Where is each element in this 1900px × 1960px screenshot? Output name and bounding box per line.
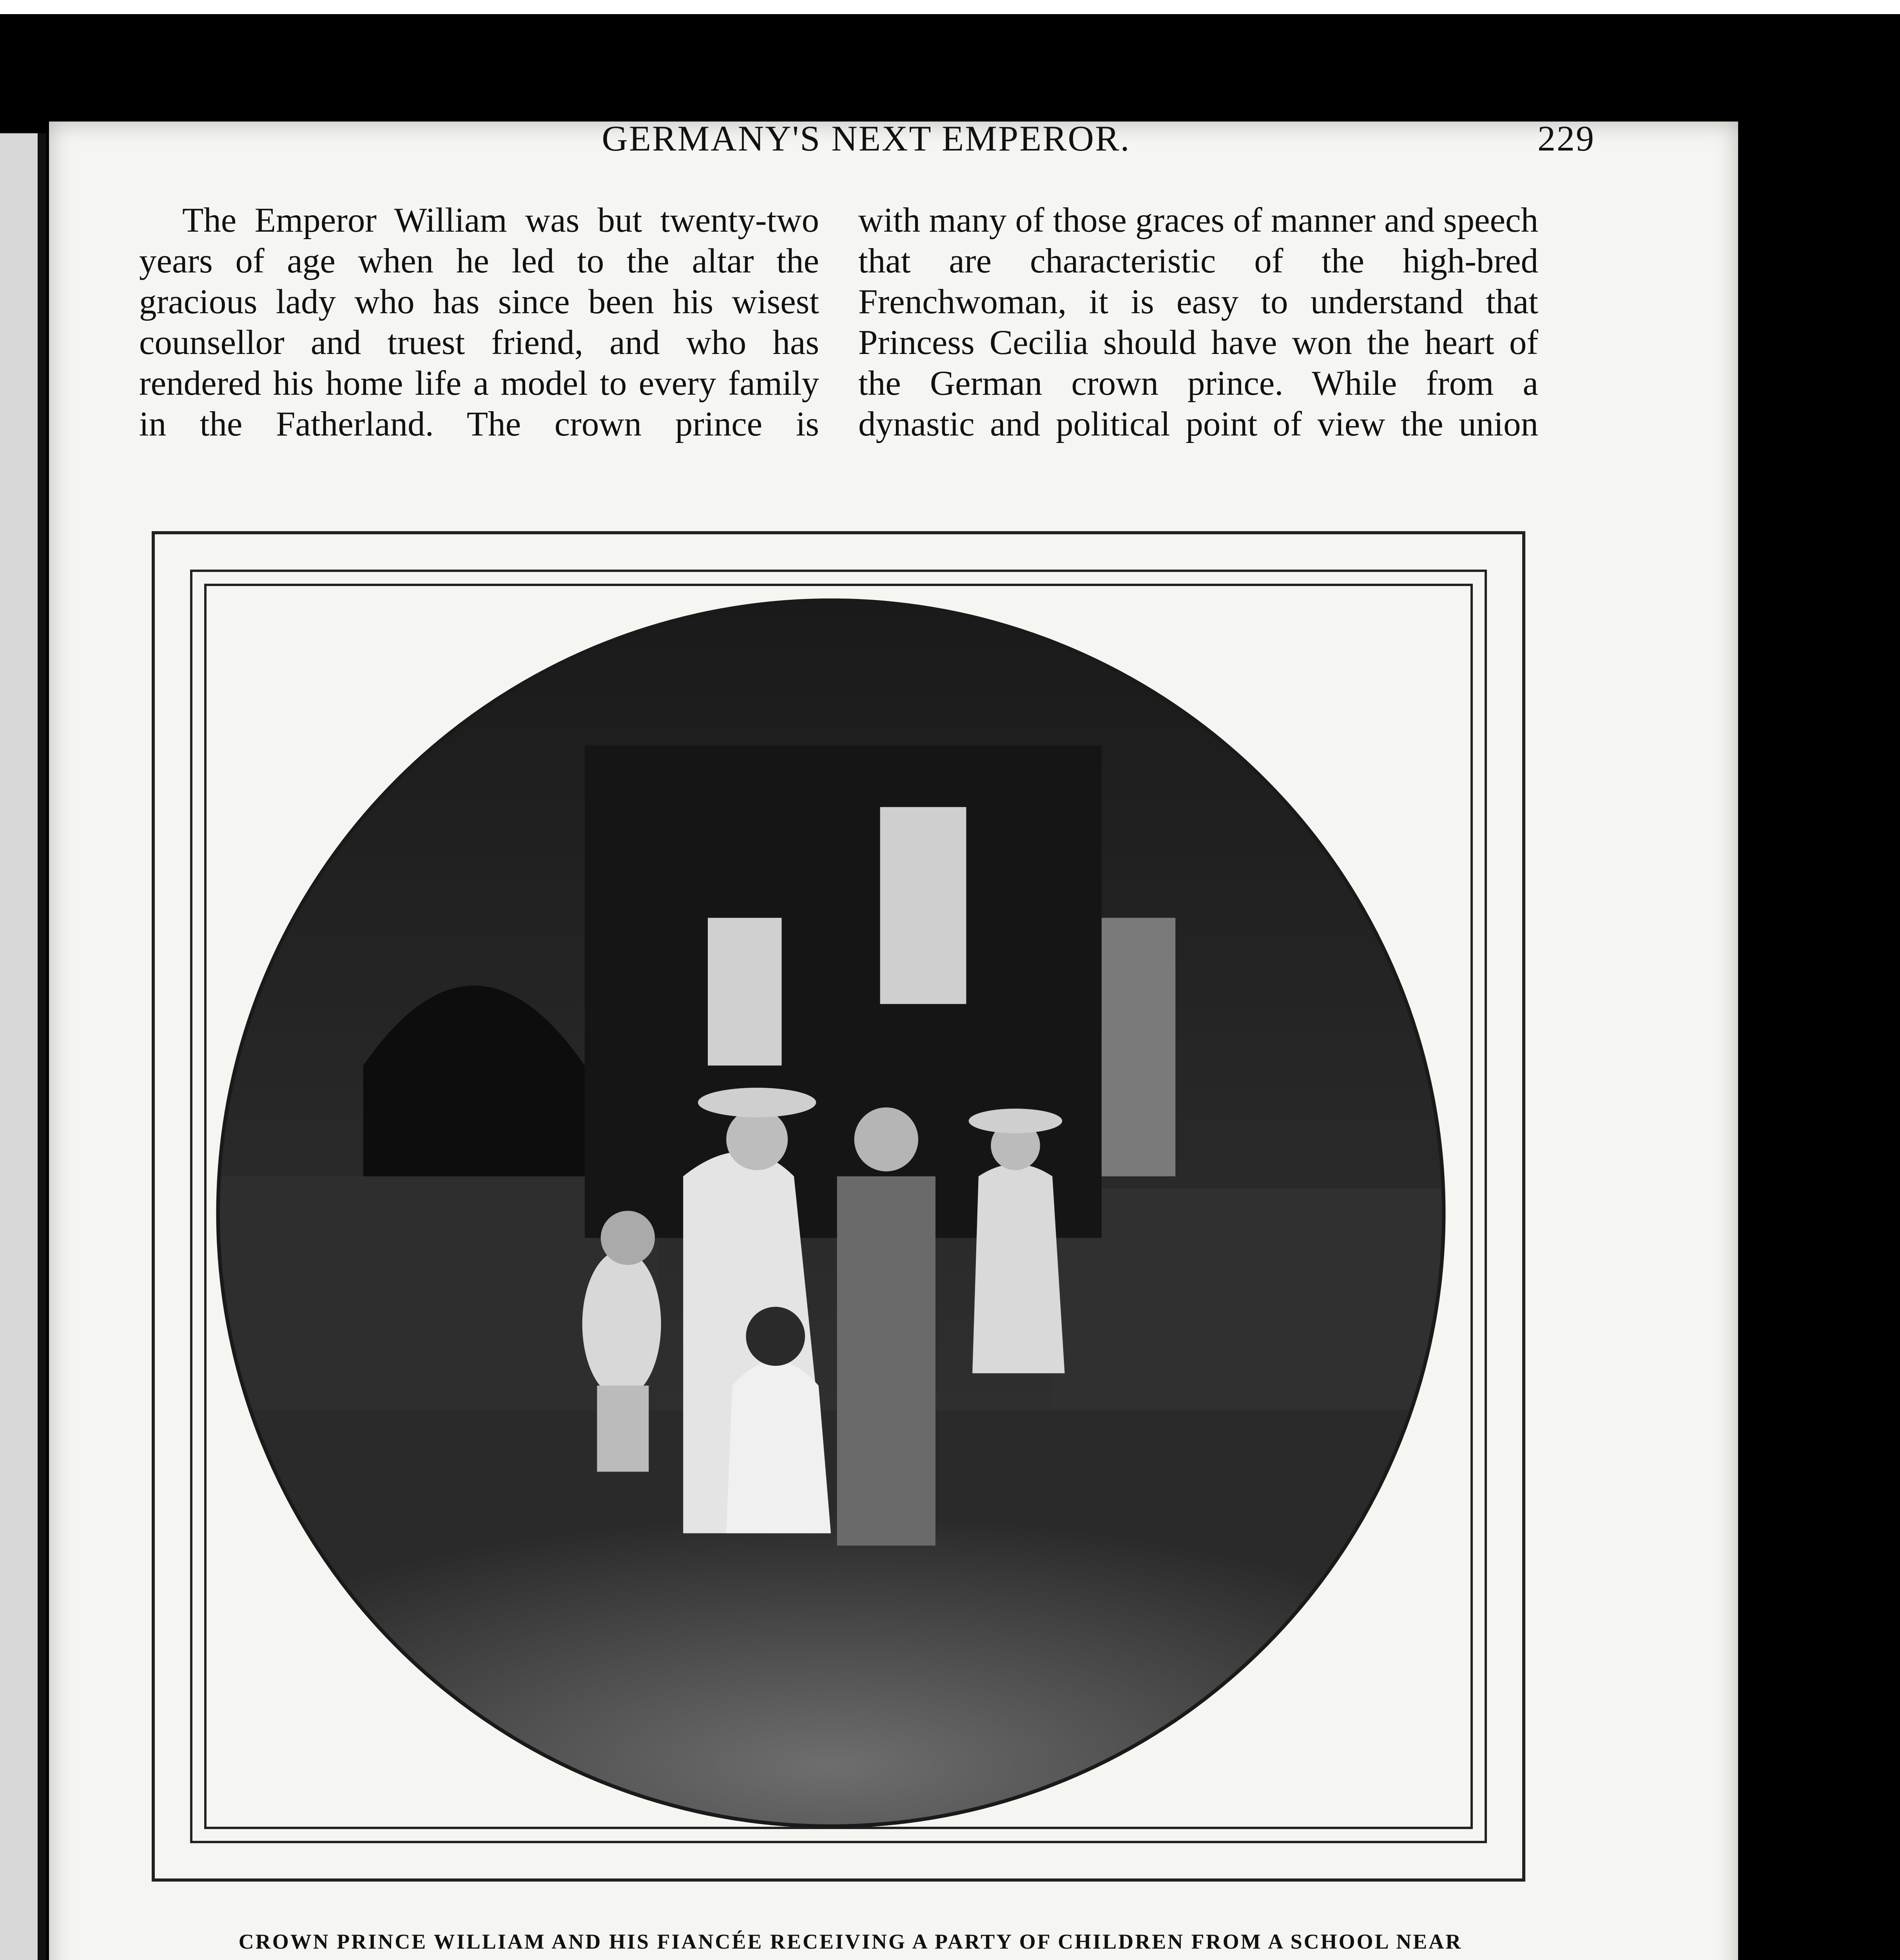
column-left-top-paragraph: The Emperor William was but twenty-two years of age when he led to the altar the gracious lady who has since been his wisest counsellor and truest friend, and who has rendered his home life a model to every family in the Fatherland. The crown prince is [139,201,819,443]
running-head [137,118,1595,169]
circular-photograph [216,598,1446,1829]
caption-line-1: CROWN PRINCE WILLIAM AND HIS FIANCÉE RECEIVING A PARTY OF CHILDREN FROM A SCHOOL NEAR [238,1930,1463,1953]
column-right-top-paragraph: with many of those graces of manner and speech that are characteristic of the high-bred Frenchwoman, it is easy to understand that Princess Cecilia should have won the heart of the German crown prince. While from a dynastic and political point of view the union [858,201,1538,443]
running-head-title: GERMANY'S NEXT EMPEROR. [602,118,1131,158]
photo-caption [165,1927,1536,1960]
page-number: 229 [1537,118,1595,158]
adjacent-page-edge [0,133,46,1960]
caption-line-2 [165,1956,1536,1960]
scan-top-edge [0,0,1900,14]
